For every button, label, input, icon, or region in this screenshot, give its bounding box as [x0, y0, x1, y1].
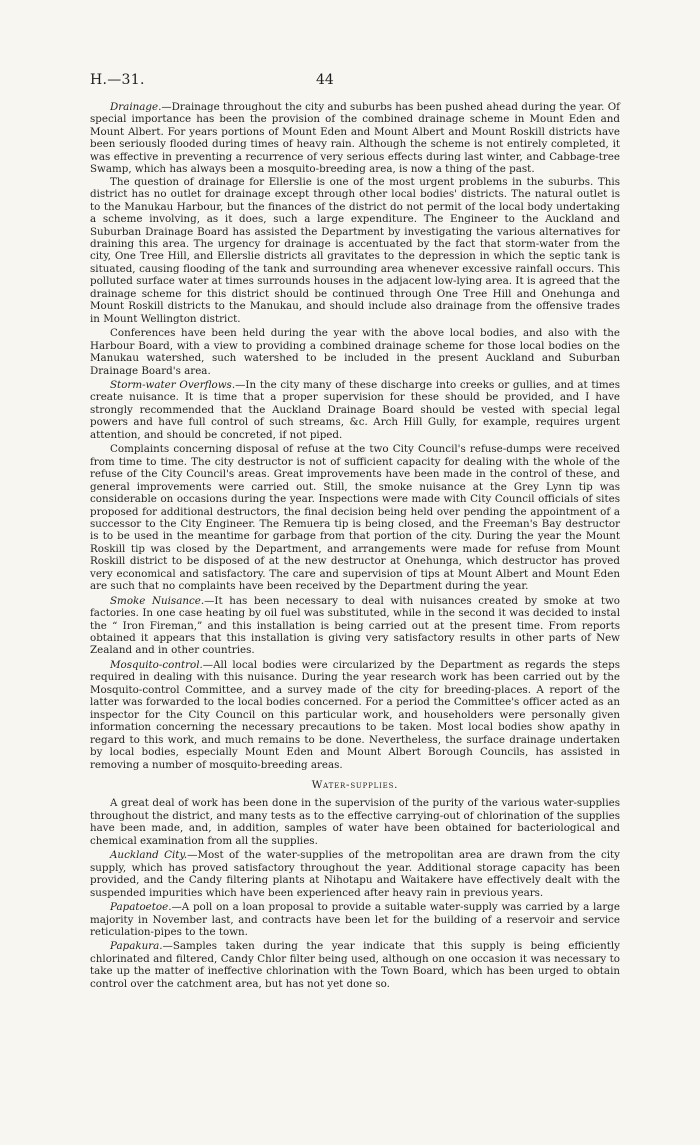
- paragraph-text: —A poll on a loan proposal to provide a suitable water-supply was carried by a large majority in November last, and contracts have been let for the building of a reservoir and service reticulation-pipes to the town.: [90, 901, 620, 938]
- paragraph-text: —Most of the water-supplies of the metropolitan area are drawn from the city supply, which has proved satisfactory throughout the year. Additional storage capacity has been provided, and the Candy filtering plants at Nihotapu and Waitakere have effectively dealt with the suspended impurities which have been experienced after heavy rain in previous years.: [90, 849, 620, 899]
- paragraph-water-supplies: [90, 797, 620, 847]
- paragraph-refuse: [90, 443, 620, 592]
- paragraph-text: —All local bodies were circularized by the Department as regards the steps required in dealing with this nuisance. During the year research work has been carried out by the Mosquito-control Committee, and a survey made of the city for breeding-places. A report of the latter was forwarded to the local bodies concerned. For a period the Committee's officer acted as an inspector for the City Council on this particular work, and householders were personally given information concerning the necessary precautions to be taken. Most local bodies show apathy in regard to this work, and much remains to be done. Nevertheless, the surface drainage undertaken by local bodies, especially Mount Eden and Mount Albert Borough Councils, has assisted in removing a number of mosquito-breeding areas.: [90, 658, 620, 771]
- paragraph-lead: Drainage.: [110, 101, 162, 113]
- paragraph-papatoetoe: [90, 901, 620, 938]
- paragraph-conferences: [90, 327, 620, 377]
- paragraph-ellerslie: [90, 176, 620, 325]
- paragraph-drainage: [90, 101, 620, 176]
- paragraph-text: Complaints concerning disposal of refuse at the two City Council's refuse-dumps were received from time to time. The city destructor is not of sufficient capacity for dealing with the whole of the refuse of the City Council's areas. Great improvements have been made in the control of these, and general improvements were carried out. Still, the smoke nuisance at the Grey Lynn tip was considerable on occasions during the year. Inspections were made with City Council officials of sites proposed for additional destructors, the final decision being held over pending the appointment of a successor to the City Engineer. The Remuera tip is being closed, and the Freeman's Bay destructor is to be used in the meantime for garbage from that portion of the city. During the year the Mount Roskill tip was closed by the Department, and arrangements were made for refuse from Mount Roskill district to be disposed of at the new destructor at Onehunga, which destructor has proved very economical and satisfactory. The care and supervision of tips at Mount Albert and Mount Eden are such that no complaints have been received by the Department during the year.: [90, 443, 620, 593]
- paragraph-storm-water: [90, 379, 620, 441]
- document-reference: H.—31.: [90, 72, 145, 88]
- page-header: [90, 72, 620, 90]
- paragraph-text: —Drainage throughout the city and suburbs has been pushed ahead during the year. Of special importance has been the provision of the combined drainage scheme in Mount Eden and Mount Albert. For years portions of Mount Eden and Mount Albert and Mount Roskill districts have been seriously flooded during times of heavy rain. Although the scheme is not entirely completed, it was effective in preventing a recurrence of very serious effects during last winter, and Cabbage-tree Swamp, which has always been a mosquito-breeding area, is now a thing of the past.: [90, 101, 620, 176]
- paragraph-text: —It has been necessary to deal with nuisances created by smoke at two factories. In one case heating by oil fuel was substituted, while in the second it was decided to instal the “ Iron Fireman,” and this installation is being carried out at the present time. From reports obtained it appears that this installation is giving very satisfactory results in other parts of New Zealand and in other countries.: [90, 594, 620, 657]
- paragraph-text: .—In the city many of these discharge into creeks or gullies, and at times create nuisance. It is time that a proper supervision for these should be provided, and I have strongly recommended that the Auckland Drainage Board should be vested with special legal powers and have full control of such streams, &c. Arch Hill Gully, for example, requires urgent attention, and should be concreted, if not piped.: [90, 378, 620, 441]
- paragraph-mosquito-control: [90, 659, 620, 771]
- paragraph-lead: Papatoetoe.: [110, 901, 172, 914]
- body-text: [90, 101, 620, 990]
- paragraph-text: —Samples taken during the year indicate that this supply is being efficiently chlorinated and filtered, Candy Chlor filter being used, although on one occasion it was necessary to take up the matter of ineffective chlorination with the Town Board, which has been urged to obtain control over the catchment area, but has not yet done so.: [90, 940, 620, 990]
- paragraph-text: Conferences have been held during the year with the above local bodies, and also with the Harbour Board, with a view to providing a combined drainage scheme for those local bodies on the Manukau watershed, such watershed to be included in the present Auckland and Suburban Drainage Board's area.: [90, 327, 620, 377]
- paragraph-lead: Auckland City.: [110, 849, 188, 862]
- paragraph-lead: Mosquito-control.: [110, 658, 203, 671]
- paragraph-lead: Papakura.: [110, 940, 163, 953]
- paragraph-text: The question of drainage for Ellerslie is one of the most urgent problems in the suburbs. This district has no outlet for drainage except through other local bodies' districts. The natural outlet is to the Manukau Harbour, but the finances of the district do not permit of the local body undertaking a scheme involving, as it does, such a large expenditure. The Engineer to the Auckland and Suburban Drainage Board has assisted the Department by investigating the various alternatives for draining this area. The urgency for drainage is accentuated by the fact that storm-water from the city, One Tree Hill, and Ellerslie districts all gravitates to the depression in which the septic tank is situated, causing flooding of the tank and surrounding area whenever excessive rainfall occurs. This polluted surface water at times surrounds houses in the adjacent low-lying area. It is agreed that the drainage scheme for this district should be continued through One Tree Hill and Onehunga and Mount Roskill districts to the Manukau, and should include also drainage from the offensive trades in Mount Wellington district.: [90, 175, 620, 325]
- paragraph-papakura: [90, 940, 620, 990]
- paragraph-lead: Storm-water Overflows: [110, 378, 232, 391]
- section-heading-water-supplies: Water-supplies.: [311, 779, 399, 792]
- paragraph-auckland-city: [90, 849, 620, 899]
- paragraph-text: A great deal of work has been done in the supervision of the purity of the various water-supplies throughout the district, and many tests as to the effective carrying-out of chlorination of the supplies have been made, and, in addition, samples of water have been obtained for bacteriological and chemical examination from all the supplies.: [90, 797, 620, 847]
- paragraph-lead: Smoke Nuisance.: [110, 594, 205, 607]
- page-number: 44: [316, 72, 334, 88]
- paragraph-smoke-nuisance: [90, 595, 620, 657]
